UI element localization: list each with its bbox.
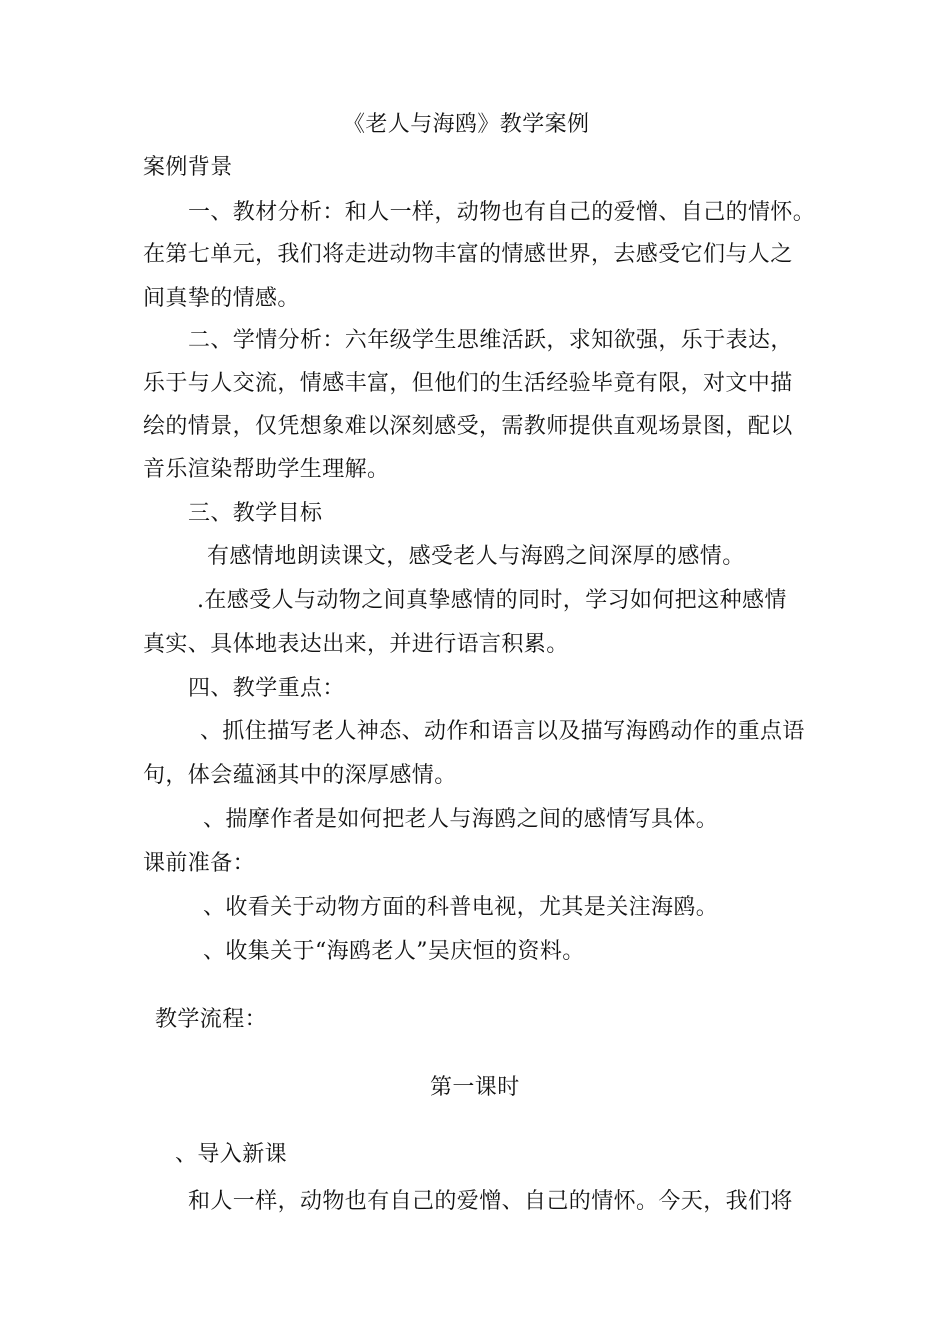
paragraph-student-analysis-line-4: 音乐渲染帮助学生理解。 [143,457,390,482]
goal-item-2-line-1: .在感受人与动物之间真挚感情的同时，学习如何把这种感情 [197,588,787,613]
document-title: 《老人与海鸥》教学案例 [343,112,590,137]
paragraph-student-analysis-line-3: 绘的情景，仅凭想象难以深刻感受，需教师提供直观场景图，配以 [143,414,793,439]
paragraph-textbook-analysis-line-1: 一、教材分析：和人一样，动物也有自己的爱憎、自己的情怀。 [188,200,816,225]
preparation-item-2: 、收集关于“海鸥老人”吴庆恒的资料。 [203,939,585,964]
focus-item-1-line-1: 、抓住描写老人神态、动作和语言以及描写海鸥动作的重点语 [200,719,805,744]
paragraph-textbook-analysis-line-3: 间真挚的情感。 [143,286,300,311]
heading-teaching-focus: 四、教学重点： [188,676,345,701]
goal-item-2-line-2: 真实、具体地表达出来，并进行语言积累。 [143,632,569,657]
section-heading-teaching-process: 教学流程： [155,1007,268,1032]
lesson-title: 第一课时 [430,1075,520,1100]
preparation-item-1: 、收看关于动物方面的科普电视，尤其是关注海鸥。 [203,895,719,920]
paragraph-textbook-analysis-line-2: 在第七单元，我们将走进动物丰富的情感世界，去感受它们与人之 [143,242,793,267]
section-heading-case-background: 案例背景 [143,155,233,180]
goal-item-1: 有感情地朗读课文，感受老人与海鸥之间深厚的感情。 [207,544,745,569]
section-heading-preparation: 课前准备： [143,851,256,876]
focus-item-2: 、揣摩作者是如何把老人与海鸥之间的感情写具体。 [203,807,719,832]
step-heading-introduction: 、导入新课 [175,1142,288,1167]
focus-item-1-line-2: 句，体会蕴涵其中的深厚感情。 [143,763,457,788]
paragraph-student-analysis-line-1: 二、学情分析：六年级学生思维活跃，求知欲强，乐于表达， [188,328,793,353]
paragraph-student-analysis-line-2: 乐于与人交流，情感丰富，但他们的生活经验毕竟有限，对文中描 [143,371,793,396]
step-introduction-text: 和人一样，动物也有自己的爱憎、自己的情怀。今天，我们将 [188,1189,793,1214]
heading-teaching-goals: 三、教学目标 [188,501,323,526]
